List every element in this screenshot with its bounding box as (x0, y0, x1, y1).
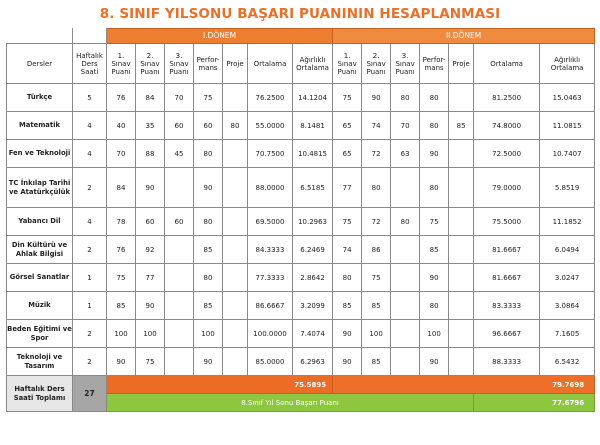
t1-exam3: 60 (165, 208, 194, 236)
t1-exam2: 60 (136, 208, 165, 236)
t1-average: 77.3333 (248, 264, 293, 292)
lesson-name: Beden Eğitimi ve Spor (7, 320, 73, 348)
t1-average: 88.0000 (248, 168, 293, 208)
t1-weighted: 2.8642 (293, 264, 333, 292)
page-title: 8. SINIF YILSONU BAŞARI PUANININ HESAPLANMASI (99, 6, 501, 22)
t1-weighted: 6.5185 (293, 168, 333, 208)
t2-average: 72.5000 (474, 140, 540, 168)
t1-weighted: 10.2963 (293, 208, 333, 236)
t1-performance: 85 (194, 292, 223, 320)
t1-exam1: 85 (107, 292, 136, 320)
t2-performance: 100 (420, 320, 449, 348)
t1-weighted: 14.1204 (293, 84, 333, 112)
table-row (7, 292, 595, 320)
t2-weighted: 11.0815 (540, 112, 595, 140)
t2-exam1: 75 (333, 208, 362, 236)
t2-exam3 (391, 264, 420, 292)
col-t1-project: Proje (223, 44, 248, 84)
t2-exam3: 80 (391, 84, 420, 112)
t1-performance: 90 (194, 348, 223, 376)
t2-exam2: 72 (362, 208, 391, 236)
t2-weighted: 7.1605 (540, 320, 595, 348)
grade-table (6, 28, 595, 412)
t2-exam3 (391, 320, 420, 348)
table-row (7, 140, 595, 168)
lesson-name: Teknoloji ve Tasarım (7, 348, 73, 376)
t1-weighted: 7.4074 (293, 320, 333, 348)
t2-exam3: 80 (391, 208, 420, 236)
t1-exam1: 76 (107, 84, 136, 112)
t2-project (449, 264, 474, 292)
col-t2-performance: Perfor-mans (420, 44, 449, 84)
t1-exam2: 88 (136, 140, 165, 168)
t2-weighted: 3.0864 (540, 292, 595, 320)
weekly-hours-total: 27 (73, 376, 107, 412)
t1-exam2: 90 (136, 292, 165, 320)
t1-exam1: 78 (107, 208, 136, 236)
t1-exam1: 76 (107, 236, 136, 264)
t2-weighted: 3.0247 (540, 264, 595, 292)
blank-corner (73, 29, 107, 44)
t2-exam3 (391, 236, 420, 264)
lesson-rows (7, 84, 595, 376)
t1-project (223, 348, 248, 376)
table-row (7, 264, 595, 292)
col-t1-average: Ortalama (248, 44, 293, 84)
weekly-hours-total-label: Haftalık Ders Saati Toplamı (7, 376, 73, 412)
weekly-hours: 2 (73, 320, 107, 348)
t2-performance: 80 (420, 84, 449, 112)
lesson-name: Müzik (7, 292, 73, 320)
t1-average: 100.0000 (248, 320, 293, 348)
t2-exam1: 80 (333, 264, 362, 292)
col-t2-exam2: 2. Sınav Puanı (362, 44, 391, 84)
lesson-name: TC İnkılap Tarihi ve Atatürkçülük (7, 168, 73, 208)
t2-exam3 (391, 292, 420, 320)
t1-performance: 60 (194, 112, 223, 140)
t2-exam3 (391, 168, 420, 208)
t1-project (223, 292, 248, 320)
t1-average: 85.0000 (248, 348, 293, 376)
lesson-name: Yabancı Dil (7, 208, 73, 236)
t1-average: 76.2500 (248, 84, 293, 112)
blank-corner (7, 29, 73, 44)
t1-weighted: 8.1481 (293, 112, 333, 140)
t1-performance: 85 (194, 236, 223, 264)
t1-weighted: 6.2469 (293, 236, 333, 264)
t2-weighted: 15.0463 (540, 84, 595, 112)
t1-exam3: 45 (165, 140, 194, 168)
table-row (7, 84, 595, 112)
t2-average: 81.6667 (474, 236, 540, 264)
t1-project: 80 (223, 112, 248, 140)
col-t1-exam2: 2. Sınav Puanı (136, 44, 165, 84)
t1-exam1: 40 (107, 112, 136, 140)
weekly-hours: 1 (73, 264, 107, 292)
t2-average: 81.6667 (474, 264, 540, 292)
t2-performance: 80 (420, 112, 449, 140)
weekly-hours: 4 (73, 112, 107, 140)
t1-average: 86.6667 (248, 292, 293, 320)
t1-project (223, 84, 248, 112)
t2-exam2: 80 (362, 168, 391, 208)
t1-performance: 80 (194, 208, 223, 236)
t1-exam2: 77 (136, 264, 165, 292)
col-weekly-hours: Haftalık Ders Saati (73, 44, 107, 84)
col-t1-exam3: 3. Sınav Puanı (165, 44, 194, 84)
t1-project (223, 208, 248, 236)
weekly-hours: 4 (73, 208, 107, 236)
t2-average: 81.2500 (474, 84, 540, 112)
t1-exam2: 90 (136, 168, 165, 208)
t1-performance: 75 (194, 84, 223, 112)
t2-exam3: 70 (391, 112, 420, 140)
t1-project (223, 140, 248, 168)
table-row (7, 348, 595, 376)
weekly-hours: 2 (73, 236, 107, 264)
t1-exam1: 90 (107, 348, 136, 376)
t1-exam3 (165, 320, 194, 348)
lesson-name: Türkçe (7, 84, 73, 112)
t2-weighted: 6.0494 (540, 236, 595, 264)
t2-project (449, 168, 474, 208)
t2-average: 83.3333 (474, 292, 540, 320)
t2-performance: 80 (420, 292, 449, 320)
t2-exam2: 100 (362, 320, 391, 348)
col-lessons: Dersler (7, 44, 73, 84)
t1-weighted: 6.2963 (293, 348, 333, 376)
col-t1-performance: Perfor-mans (194, 44, 223, 84)
t2-exam1: 74 (333, 236, 362, 264)
t1-project (223, 320, 248, 348)
t2-weighted: 6.5432 (540, 348, 595, 376)
col-t2-exam1: 1. Sınav Puanı (333, 44, 362, 84)
t1-project (223, 168, 248, 208)
t1-exam3: 60 (165, 112, 194, 140)
table-row (7, 320, 595, 348)
t1-weighted: 3.2099 (293, 292, 333, 320)
t2-project (449, 236, 474, 264)
lesson-name: Din Kültürü ve Ahlak Bilgisi (7, 236, 73, 264)
t1-project (223, 236, 248, 264)
t2-project (449, 292, 474, 320)
t2-project (449, 208, 474, 236)
weekly-hours: 4 (73, 140, 107, 168)
table-row (7, 168, 595, 208)
t2-exam1: 90 (333, 348, 362, 376)
t1-performance: 80 (194, 140, 223, 168)
term1-header: I.DÖNEM (107, 29, 333, 44)
weekly-hours: 2 (73, 168, 107, 208)
t1-exam3: 70 (165, 84, 194, 112)
t2-exam3: 63 (391, 140, 420, 168)
t2-average: 79.0000 (474, 168, 540, 208)
t2-exam1: 77 (333, 168, 362, 208)
t1-exam3 (165, 264, 194, 292)
final-score-label: 8.Sınıf Yıl Sonu Başarı Puanı (107, 394, 474, 412)
t2-project (449, 320, 474, 348)
final-score: 77.6796 (474, 394, 595, 412)
t2-average: 88.3333 (474, 348, 540, 376)
col-t2-weighted: Ağırlıklı Ortalama (540, 44, 595, 84)
t2-exam1: 75 (333, 84, 362, 112)
t2-exam2: 75 (362, 264, 391, 292)
t1-exam3 (165, 168, 194, 208)
t2-performance: 90 (420, 264, 449, 292)
col-t2-project: Proje (449, 44, 474, 84)
col-t1-weighted: Ağırlıklı Ortalama (293, 44, 333, 84)
term2-header: II.DÖNEM (333, 29, 595, 44)
t2-exam1: 85 (333, 292, 362, 320)
t2-project: 85 (449, 112, 474, 140)
t1-exam1: 70 (107, 140, 136, 168)
t1-average: 69.5000 (248, 208, 293, 236)
t2-exam2: 86 (362, 236, 391, 264)
table-row (7, 236, 595, 264)
t1-exam2: 100 (136, 320, 165, 348)
t1-average: 55.0000 (248, 112, 293, 140)
t1-performance: 80 (194, 264, 223, 292)
t2-exam1: 65 (333, 140, 362, 168)
t1-exam1: 84 (107, 168, 136, 208)
t2-exam2: 85 (362, 348, 391, 376)
t2-exam2: 74 (362, 112, 391, 140)
t2-weighted: 11.1852 (540, 208, 595, 236)
t2-weighted: 5.8519 (540, 168, 595, 208)
t2-average: 96.6667 (474, 320, 540, 348)
t1-weighted: 10.4815 (293, 140, 333, 168)
table-row (7, 208, 595, 236)
t1-performance: 90 (194, 168, 223, 208)
term1-score: 75.5895 (107, 376, 333, 394)
t2-exam1: 65 (333, 112, 362, 140)
t1-exam3 (165, 348, 194, 376)
t2-exam3 (391, 348, 420, 376)
t2-project (449, 140, 474, 168)
table-row (7, 112, 595, 140)
col-t2-exam3: 3. Sınav Puanı (391, 44, 420, 84)
t2-performance: 75 (420, 208, 449, 236)
t2-project (449, 348, 474, 376)
weekly-hours: 2 (73, 348, 107, 376)
col-t1-exam1: 1. Sınav Puanı (107, 44, 136, 84)
lesson-name: Matematik (7, 112, 73, 140)
t1-exam3 (165, 292, 194, 320)
t1-average: 84.3333 (248, 236, 293, 264)
t2-average: 74.8000 (474, 112, 540, 140)
t2-performance: 85 (420, 236, 449, 264)
t2-average: 75.5000 (474, 208, 540, 236)
t2-weighted: 10.7407 (540, 140, 595, 168)
t1-exam2: 35 (136, 112, 165, 140)
weekly-hours: 1 (73, 292, 107, 320)
lesson-name: Fen ve Teknoloji (7, 140, 73, 168)
lesson-name: Görsel Sanatlar (7, 264, 73, 292)
t1-average: 70.7500 (248, 140, 293, 168)
t2-exam2: 90 (362, 84, 391, 112)
t1-exam1: 100 (107, 320, 136, 348)
t1-exam2: 84 (136, 84, 165, 112)
t1-performance: 100 (194, 320, 223, 348)
t1-exam2: 92 (136, 236, 165, 264)
t2-exam2: 85 (362, 292, 391, 320)
t1-exam1: 75 (107, 264, 136, 292)
t1-exam3 (165, 236, 194, 264)
t1-exam2: 75 (136, 348, 165, 376)
t2-exam2: 72 (362, 140, 391, 168)
t2-exam1: 90 (333, 320, 362, 348)
t1-project (223, 264, 248, 292)
col-t2-average: Ortalama (474, 44, 540, 84)
t2-performance: 90 (420, 348, 449, 376)
weekly-hours: 5 (73, 84, 107, 112)
t2-performance: 90 (420, 140, 449, 168)
t2-project (449, 84, 474, 112)
t2-performance: 80 (420, 168, 449, 208)
term2-score: 79.7698 (333, 376, 595, 394)
